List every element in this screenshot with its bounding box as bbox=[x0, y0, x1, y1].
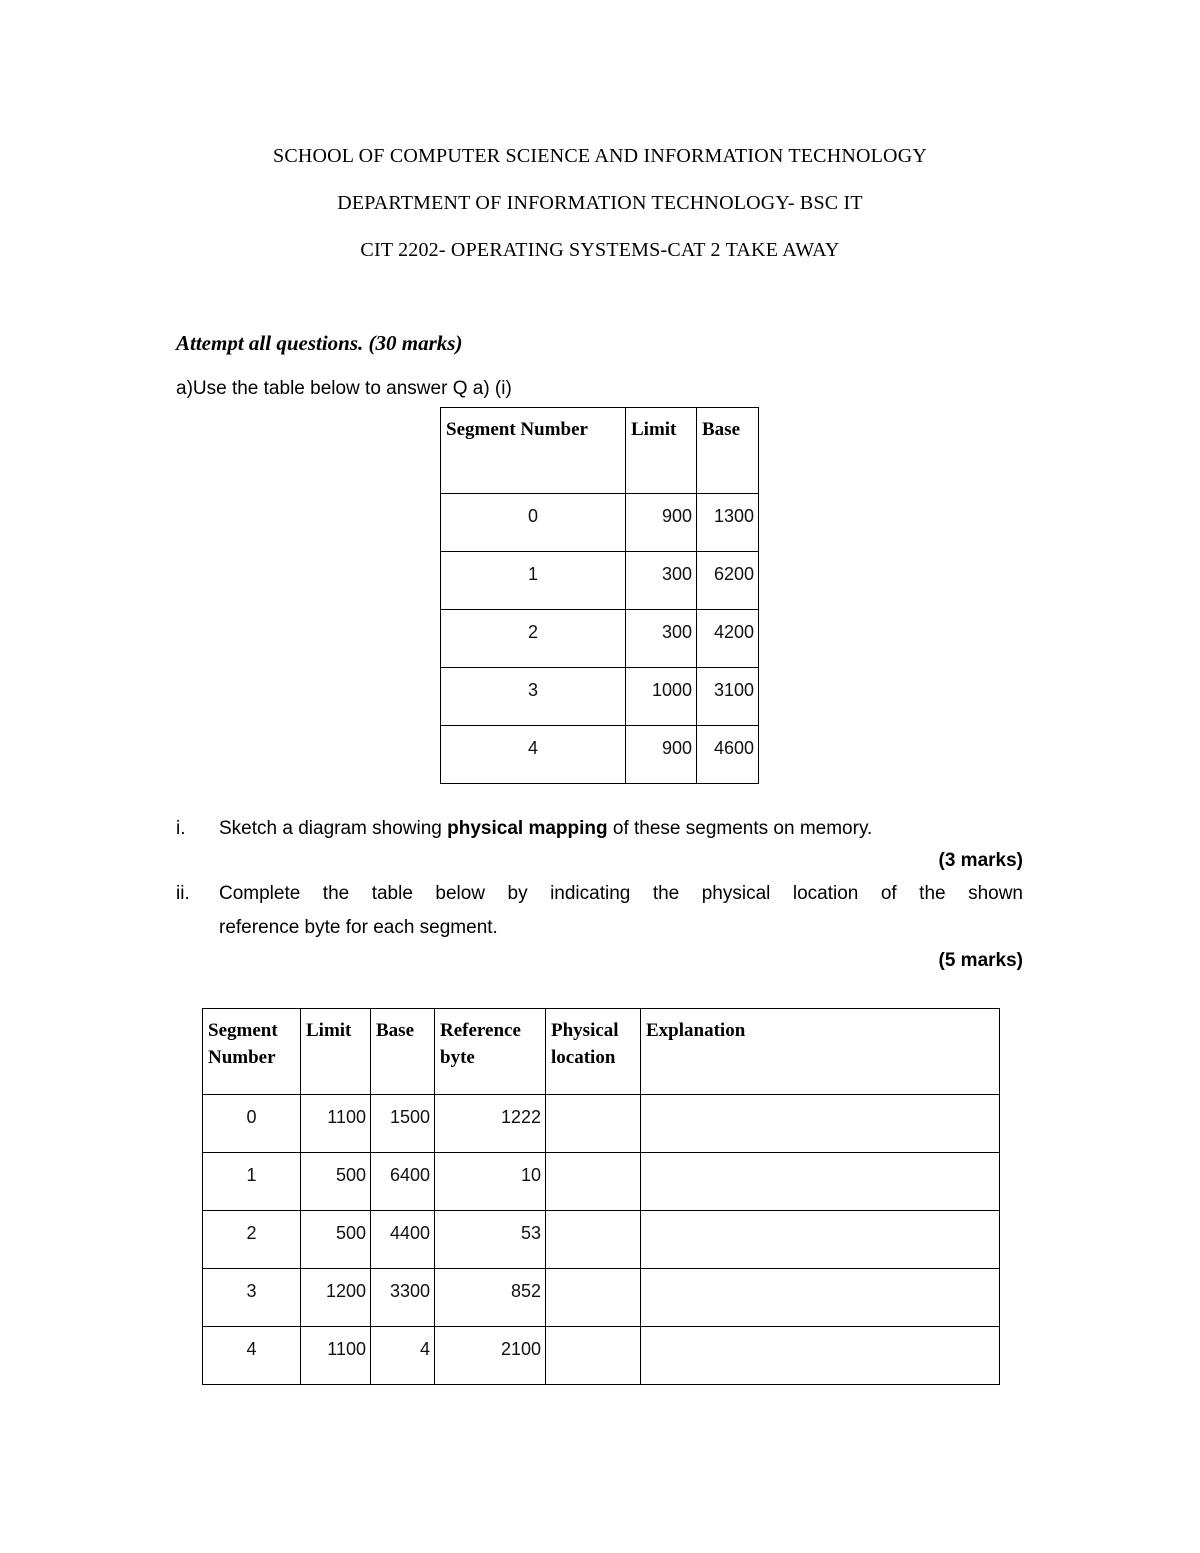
header-physical-location: Physical location bbox=[546, 1009, 641, 1095]
question-ii-number: ii. bbox=[176, 883, 190, 904]
cell-base: 6400 bbox=[371, 1153, 435, 1211]
cell-reference-byte: 53 bbox=[435, 1211, 546, 1269]
cell-segment: 0 bbox=[441, 494, 626, 552]
cell-limit: 900 bbox=[626, 726, 697, 784]
cell-base: 4200 bbox=[697, 610, 759, 668]
table-row bbox=[441, 494, 759, 552]
department-heading: DEPARTMENT OF INFORMATION TECHNOLOGY- BSC IT bbox=[337, 192, 863, 214]
header-base: Base bbox=[371, 1009, 435, 1095]
table-row bbox=[441, 552, 759, 610]
table-row bbox=[441, 610, 759, 668]
cell-base: 1300 bbox=[697, 494, 759, 552]
question-i-text-after: of these segments on memory. bbox=[607, 818, 873, 839]
cell-explanation[interactable] bbox=[641, 1095, 1000, 1153]
school-heading: SCHOOL OF COMPUTER SCIENCE AND INFORMATION TECHNOLOGY bbox=[273, 145, 927, 167]
cell-limit: 1000 bbox=[626, 668, 697, 726]
cell-base: 6200 bbox=[697, 552, 759, 610]
question-i-number: i. bbox=[176, 818, 186, 839]
cell-physical-location[interactable] bbox=[546, 1095, 641, 1153]
course-heading: CIT 2202- OPERATING SYSTEMS-CAT 2 TAKE AWAY bbox=[360, 239, 840, 261]
cell-physical-location[interactable] bbox=[546, 1269, 641, 1327]
table-header-row bbox=[441, 408, 759, 494]
header-reference-byte: Reference byte bbox=[435, 1009, 546, 1095]
table-row bbox=[441, 668, 759, 726]
cell-segment: 4 bbox=[203, 1327, 301, 1385]
cell-limit: 1100 bbox=[301, 1327, 371, 1385]
cell-segment: 3 bbox=[441, 668, 626, 726]
cell-base: 3300 bbox=[371, 1269, 435, 1327]
cell-limit: 1100 bbox=[301, 1095, 371, 1153]
cell-base: 4400 bbox=[371, 1211, 435, 1269]
cell-segment: 2 bbox=[203, 1211, 301, 1269]
header-segment-number: Segment Number bbox=[203, 1009, 301, 1095]
header-segment-number: Segment Number bbox=[441, 408, 626, 494]
table-row bbox=[203, 1327, 1000, 1385]
intro-text: a)Use the table below to answer Q a) (i) bbox=[176, 378, 512, 399]
question-i-text bbox=[219, 818, 872, 840]
cell-reference-byte: 1222 bbox=[435, 1095, 546, 1153]
cell-limit: 500 bbox=[301, 1211, 371, 1269]
cell-limit: 300 bbox=[626, 610, 697, 668]
cell-explanation[interactable] bbox=[641, 1269, 1000, 1327]
header-base: Base bbox=[697, 408, 759, 494]
question-i-marks: (3 marks) bbox=[938, 850, 1023, 871]
question-i-text-before: Sketch a diagram showing bbox=[219, 818, 448, 839]
table-row bbox=[203, 1153, 1000, 1211]
segment-table-2 bbox=[202, 1008, 1000, 1385]
cell-limit: 1200 bbox=[301, 1269, 371, 1327]
cell-base: 4600 bbox=[697, 726, 759, 784]
cell-segment: 3 bbox=[203, 1269, 301, 1327]
cell-physical-location[interactable] bbox=[546, 1153, 641, 1211]
segment-table-1 bbox=[440, 407, 759, 784]
cell-limit: 500 bbox=[301, 1153, 371, 1211]
cell-segment: 4 bbox=[441, 726, 626, 784]
table-header-row bbox=[203, 1009, 1000, 1095]
question-ii-line1: Complete the table below by indicating the physical location of the shown bbox=[219, 883, 1023, 904]
instructions: Attempt all questions. (30 marks) bbox=[176, 331, 463, 355]
table-row bbox=[441, 726, 759, 784]
cell-explanation[interactable] bbox=[641, 1327, 1000, 1385]
cell-base: 1500 bbox=[371, 1095, 435, 1153]
cell-reference-byte: 2100 bbox=[435, 1327, 546, 1385]
cell-base: 4 bbox=[371, 1327, 435, 1385]
header-limit: Limit bbox=[626, 408, 697, 494]
table-row bbox=[203, 1269, 1000, 1327]
cell-reference-byte: 852 bbox=[435, 1269, 546, 1327]
cell-limit: 900 bbox=[626, 494, 697, 552]
table-row bbox=[203, 1211, 1000, 1269]
header-explanation: Explanation bbox=[641, 1009, 1000, 1095]
cell-segment: 2 bbox=[441, 610, 626, 668]
cell-segment: 1 bbox=[441, 552, 626, 610]
cell-physical-location[interactable] bbox=[546, 1327, 641, 1385]
cell-physical-location[interactable] bbox=[546, 1211, 641, 1269]
question-ii-marks: (5 marks) bbox=[938, 950, 1023, 971]
cell-base: 3100 bbox=[697, 668, 759, 726]
table-row bbox=[203, 1095, 1000, 1153]
cell-segment: 1 bbox=[203, 1153, 301, 1211]
cell-reference-byte: 10 bbox=[435, 1153, 546, 1211]
question-ii-line2: reference byte for each segment. bbox=[219, 917, 498, 938]
cell-segment: 0 bbox=[203, 1095, 301, 1153]
cell-explanation[interactable] bbox=[641, 1153, 1000, 1211]
header-limit: Limit bbox=[301, 1009, 371, 1095]
question-i-emphasis: physical mapping bbox=[447, 818, 608, 839]
cell-limit: 300 bbox=[626, 552, 697, 610]
cell-explanation[interactable] bbox=[641, 1211, 1000, 1269]
